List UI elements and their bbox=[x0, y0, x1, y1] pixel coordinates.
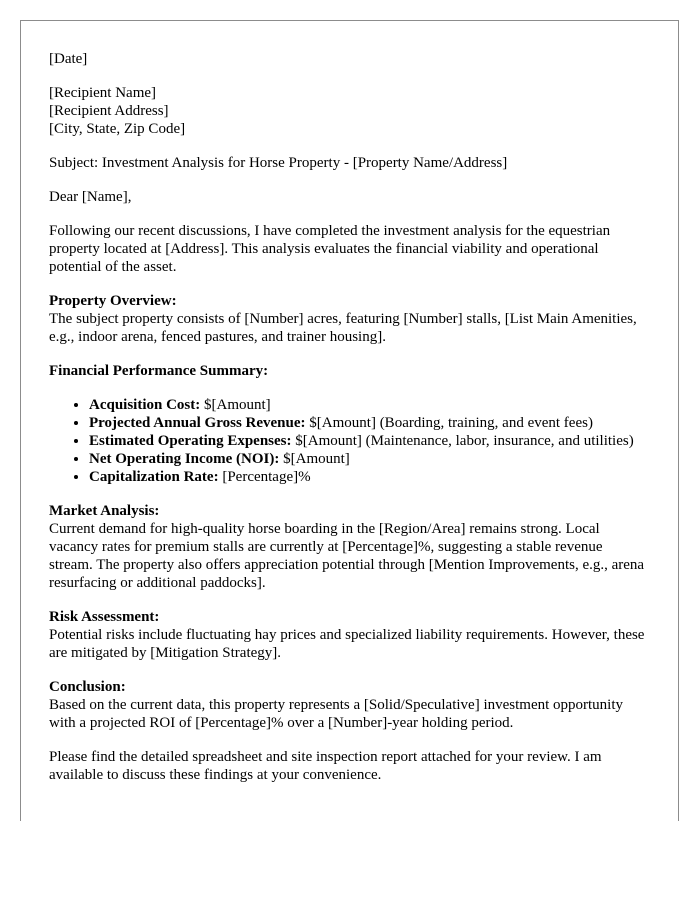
property-overview-text: The subject property consists of [Number] acres, featuring [Number] stalls, [List Main Amenities, e.g., indoor arena, fenced pastures, and trainer housing]. bbox=[49, 311, 637, 345]
list-item-value: $[Amount] (Maintenance, labor, insurance, and utilities) bbox=[291, 433, 634, 449]
recipient-city: [City, State, Zip Code] bbox=[49, 121, 186, 137]
list-item-label: Estimated Operating Expenses: bbox=[89, 433, 292, 449]
market-analysis-text: Current demand for high-quality horse boarding in the [Region/Area] remains strong. Local vacancy rates for premium stalls are currently at [Percentage]%, suggesting a stable revenue stream. The property also offers appreciation potential through [Mention Improvements, e.g., arena resurfacing or additional paddocks]. bbox=[49, 521, 645, 591]
list-item-value: $[Amount] (Boarding, training, and event fees) bbox=[305, 415, 593, 431]
list-item bbox=[89, 414, 648, 432]
conclusion-heading: Conclusion: bbox=[49, 679, 126, 695]
conclusion-section bbox=[49, 678, 648, 732]
list-item bbox=[89, 450, 648, 468]
risk-assessment-section bbox=[49, 608, 648, 662]
list-item-label: Capitalization Rate: bbox=[89, 469, 219, 485]
closing-paragraph: Please find the detailed spreadsheet and site inspection report attached for your review. I am available to discuss these findings at your convenience. bbox=[49, 749, 602, 783]
letter-page bbox=[20, 20, 679, 821]
conclusion-text: Based on the current data, this property represents a [Solid/Speculative] investment opportunity with a projected ROI of [Percentage]% over a [Number]-year holding period. bbox=[49, 697, 624, 731]
risk-assessment-text: Potential risks include fluctuating hay prices and specialized liability requirements. However, these are mitigated by [Mitigation Strategy]. bbox=[49, 627, 645, 661]
list-item-value: $[Amount] bbox=[200, 397, 271, 413]
financial-summary-section bbox=[49, 362, 648, 486]
list-item-label: Projected Annual Gross Revenue: bbox=[89, 415, 306, 431]
list-item-value: $[Amount] bbox=[279, 451, 350, 467]
salutation: Dear [Name], bbox=[49, 189, 132, 205]
list-item bbox=[89, 432, 648, 450]
risk-assessment-heading: Risk Assessment: bbox=[49, 609, 160, 625]
subject-line: Subject: Investment Analysis for Horse Property - [Property Name/Address] bbox=[49, 155, 508, 171]
letter-date: [Date] bbox=[49, 51, 88, 67]
market-analysis-heading: Market Analysis: bbox=[49, 503, 160, 519]
financial-list bbox=[49, 396, 648, 486]
list-item-value: [Percentage]% bbox=[218, 469, 311, 485]
recipient-address: [Recipient Address] bbox=[49, 103, 169, 119]
list-item-label: Acquisition Cost: bbox=[89, 397, 201, 413]
list-item bbox=[89, 468, 648, 486]
market-analysis-section bbox=[49, 502, 648, 592]
recipient-name: [Recipient Name] bbox=[49, 85, 157, 101]
property-overview-heading: Property Overview: bbox=[49, 293, 177, 309]
property-overview-section bbox=[49, 292, 648, 346]
list-item-label: Net Operating Income (NOI): bbox=[89, 451, 280, 467]
intro-paragraph: Following our recent discussions, I have completed the investment analysis for the equestrian property located at [Address]. This analysis evaluates the financial viability and operational potential of the asset. bbox=[49, 223, 611, 275]
financial-summary-heading: Financial Performance Summary: bbox=[49, 363, 269, 379]
recipient-block bbox=[49, 84, 648, 138]
list-item bbox=[89, 396, 648, 414]
